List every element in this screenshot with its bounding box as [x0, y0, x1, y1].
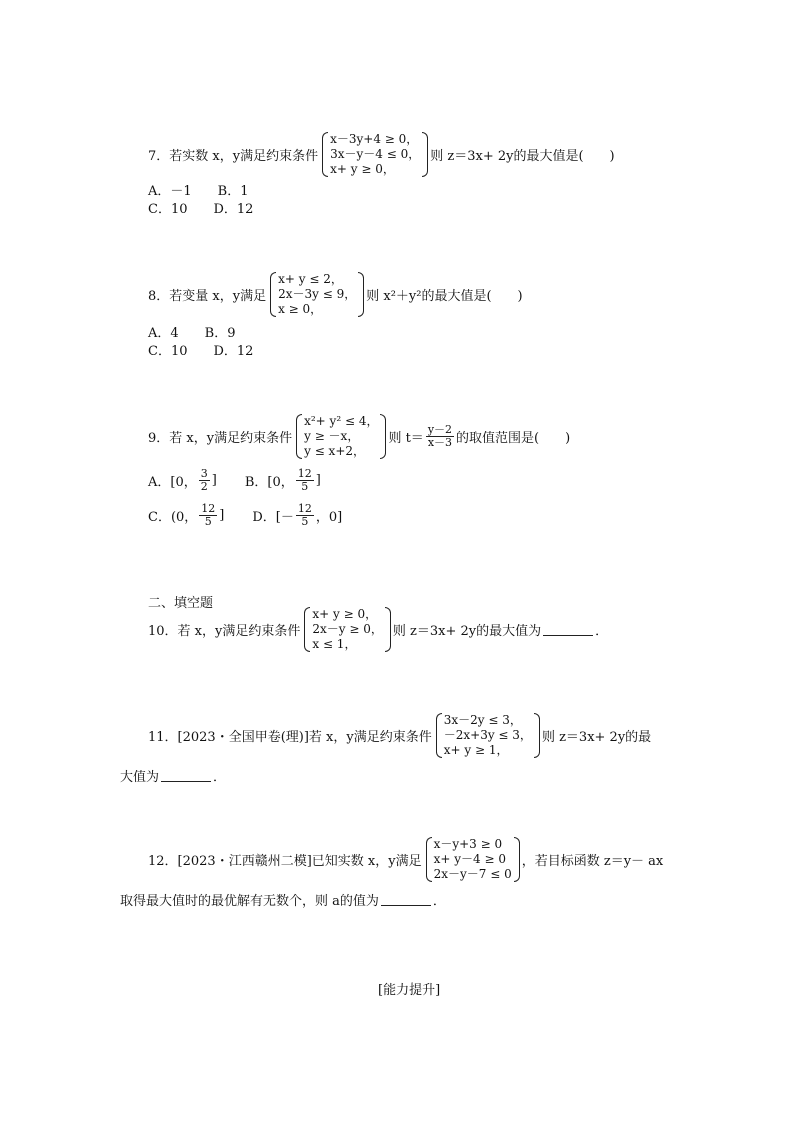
- section-heading: 二、填空题: [148, 596, 214, 611]
- q12-prefix: 12．[2023・江西赣州二模]已知实数 x，y满足: [148, 854, 422, 869]
- question-9: [148, 414, 570, 459]
- q7-options: [148, 183, 253, 219]
- q10-constraint-3: x ≤ 1，: [312, 637, 357, 651]
- q9-option-c-pre: C．(0，: [148, 510, 198, 525]
- q9-option-a-fraction: [199, 468, 210, 493]
- q10-end: ．: [595, 624, 609, 639]
- q11-suffix: 则 z＝3x+ 2y的最: [541, 730, 652, 745]
- q7-prefix: 7．若实数 x，y满足约束条件: [148, 149, 319, 164]
- q9-option-c-num: 12: [201, 502, 216, 515]
- q9-option-a-post: ]: [211, 473, 217, 488]
- q8-constraint-1: x+ y ≤ 2，: [278, 272, 343, 286]
- q11-prefix: 11．[2023・全国甲卷(理)]若 x，y满足约束条件: [148, 730, 432, 745]
- q9-option-c-fraction: [199, 503, 217, 528]
- q8-options: [148, 325, 253, 361]
- q12-line-2: [120, 890, 446, 909]
- q9-option-b-den: 5: [301, 480, 309, 493]
- left-brace-icon: [436, 713, 442, 758]
- right-brace-icon: [422, 132, 428, 177]
- q7-constraint-2: 3x－y－4 ≤ 0，: [330, 147, 421, 161]
- q9-option-b-num: 12: [297, 467, 312, 480]
- q9-option-d-pre: D．[－: [252, 510, 294, 525]
- q8-prefix: 8．若变量 x，y满足: [148, 289, 267, 304]
- question-8: [148, 272, 523, 317]
- q9-option-c-den: 5: [204, 515, 212, 528]
- q11-constraint-3: x+ y ≥ 1，: [443, 743, 509, 757]
- q12-constraint-3: 2x－y－7 ≤ 0: [433, 867, 512, 881]
- question-7: [148, 132, 615, 177]
- q9-option-b-post: ]: [315, 473, 321, 488]
- q9-t-label: 则 t＝: [388, 431, 424, 446]
- q9-option-b-pre: B．[0，: [244, 475, 294, 490]
- answer-blank: [381, 893, 431, 906]
- q12-constraint-system: [426, 837, 520, 882]
- q12-constraint-2: x+ y－4 ≥ 0: [433, 852, 506, 866]
- q8-options-row-1: A．4 B．9: [148, 326, 236, 341]
- q9-prefix: 9．若 x，y满足约束条件: [148, 431, 293, 446]
- q8-constraint-system: [270, 272, 364, 317]
- q8-constraint-3: x ≥ 0，: [278, 302, 323, 316]
- q7-options-row-1: A．－1 B．1: [148, 184, 249, 199]
- answer-blank: [543, 623, 593, 636]
- q12-end: ．: [432, 894, 446, 909]
- q9-suffix: 的取值范围是( ): [456, 431, 571, 446]
- q7-constraint-3: x+ y ≥ 0，: [330, 162, 395, 176]
- q7-suffix: 则 z＝3x+ 2y的最大值是( ): [430, 149, 615, 164]
- q8-constraint-2: 2x－3y ≤ 9，: [278, 287, 357, 301]
- right-brace-icon: [358, 272, 364, 317]
- left-brace-icon: [270, 272, 276, 317]
- q9-option-b-fraction: [296, 468, 314, 493]
- q11-constraint-system: [436, 713, 540, 758]
- q10-constraint-system: [304, 607, 391, 652]
- right-brace-icon: [380, 414, 386, 459]
- q9-option-a-num: 3: [200, 467, 208, 480]
- right-brace-icon: [385, 607, 391, 652]
- q10-constraint-1: x+ y ≥ 0，: [312, 607, 378, 621]
- q9-option-d-num: 12: [297, 502, 312, 515]
- q9-t-fraction: [426, 424, 454, 449]
- q11-line-2: [120, 766, 226, 785]
- left-brace-icon: [304, 607, 310, 652]
- q10-constraint-2: 2x－y ≥ 0，: [312, 622, 383, 636]
- q9-option-a-pre: A．[0，: [148, 475, 197, 490]
- question-10: [148, 607, 608, 652]
- question-11: [148, 713, 651, 758]
- left-brace-icon: [322, 132, 328, 177]
- q7-options-row-2: C．10 D．12: [148, 202, 254, 217]
- left-brace-icon: [296, 414, 302, 459]
- q7-constraint-1: x－3y+4 ≥ 0，: [330, 132, 419, 146]
- q9-constraint-1: x²+ y² ≤ 4，: [304, 414, 379, 428]
- q11-line2-text: 大值为: [120, 770, 160, 785]
- q9-t-denominator: x－3: [427, 436, 453, 449]
- q9-option-c-post: ]: [219, 508, 225, 523]
- q9-option-a-den: 2: [200, 480, 208, 493]
- q12-line2-text: 取得最大值时的最优解有无数个，则 a的值为: [120, 894, 379, 909]
- q9-constraint-system: [296, 414, 386, 459]
- q9-t-numerator: y－2: [427, 423, 453, 436]
- q9-option-d-post: ，0]: [315, 510, 343, 525]
- right-brace-icon: [534, 713, 540, 758]
- q12-suffix: ，若目标函数 z＝y－ ax: [521, 854, 664, 869]
- q11-end: ．: [213, 770, 227, 785]
- q9-option-d-fraction: [296, 503, 314, 528]
- q8-suffix: 则 x²＋y²的最大值是( ): [366, 289, 523, 304]
- q10-suffix: 则 z＝3x+ 2y的最大值为: [392, 624, 542, 639]
- q11-constraint-2: －2x+3y ≤ 3，: [443, 728, 532, 742]
- q11-constraint-1: 3x－2y ≤ 3，: [443, 713, 522, 727]
- q12-constraint-1: x－y+3 ≥ 0: [433, 837, 503, 851]
- q8-options-row-2: C．10 D．12: [148, 344, 254, 359]
- q7-constraint-system: [322, 132, 428, 177]
- answer-blank: [161, 769, 211, 782]
- right-brace-icon: [514, 837, 520, 882]
- q9-options-row-1: [148, 468, 321, 493]
- q9-constraint-3: y ≤ x+2，: [304, 444, 366, 458]
- left-brace-icon: [426, 837, 432, 882]
- q9-constraint-2: y ≥ －x，: [304, 429, 360, 443]
- question-12: [148, 837, 663, 882]
- q9-option-d-den: 5: [301, 515, 309, 528]
- q10-prefix: 10．若 x，y满足约束条件: [148, 624, 301, 639]
- q9-options-row-2: [148, 503, 342, 528]
- section-label-ability: [能力提升]: [378, 983, 441, 998]
